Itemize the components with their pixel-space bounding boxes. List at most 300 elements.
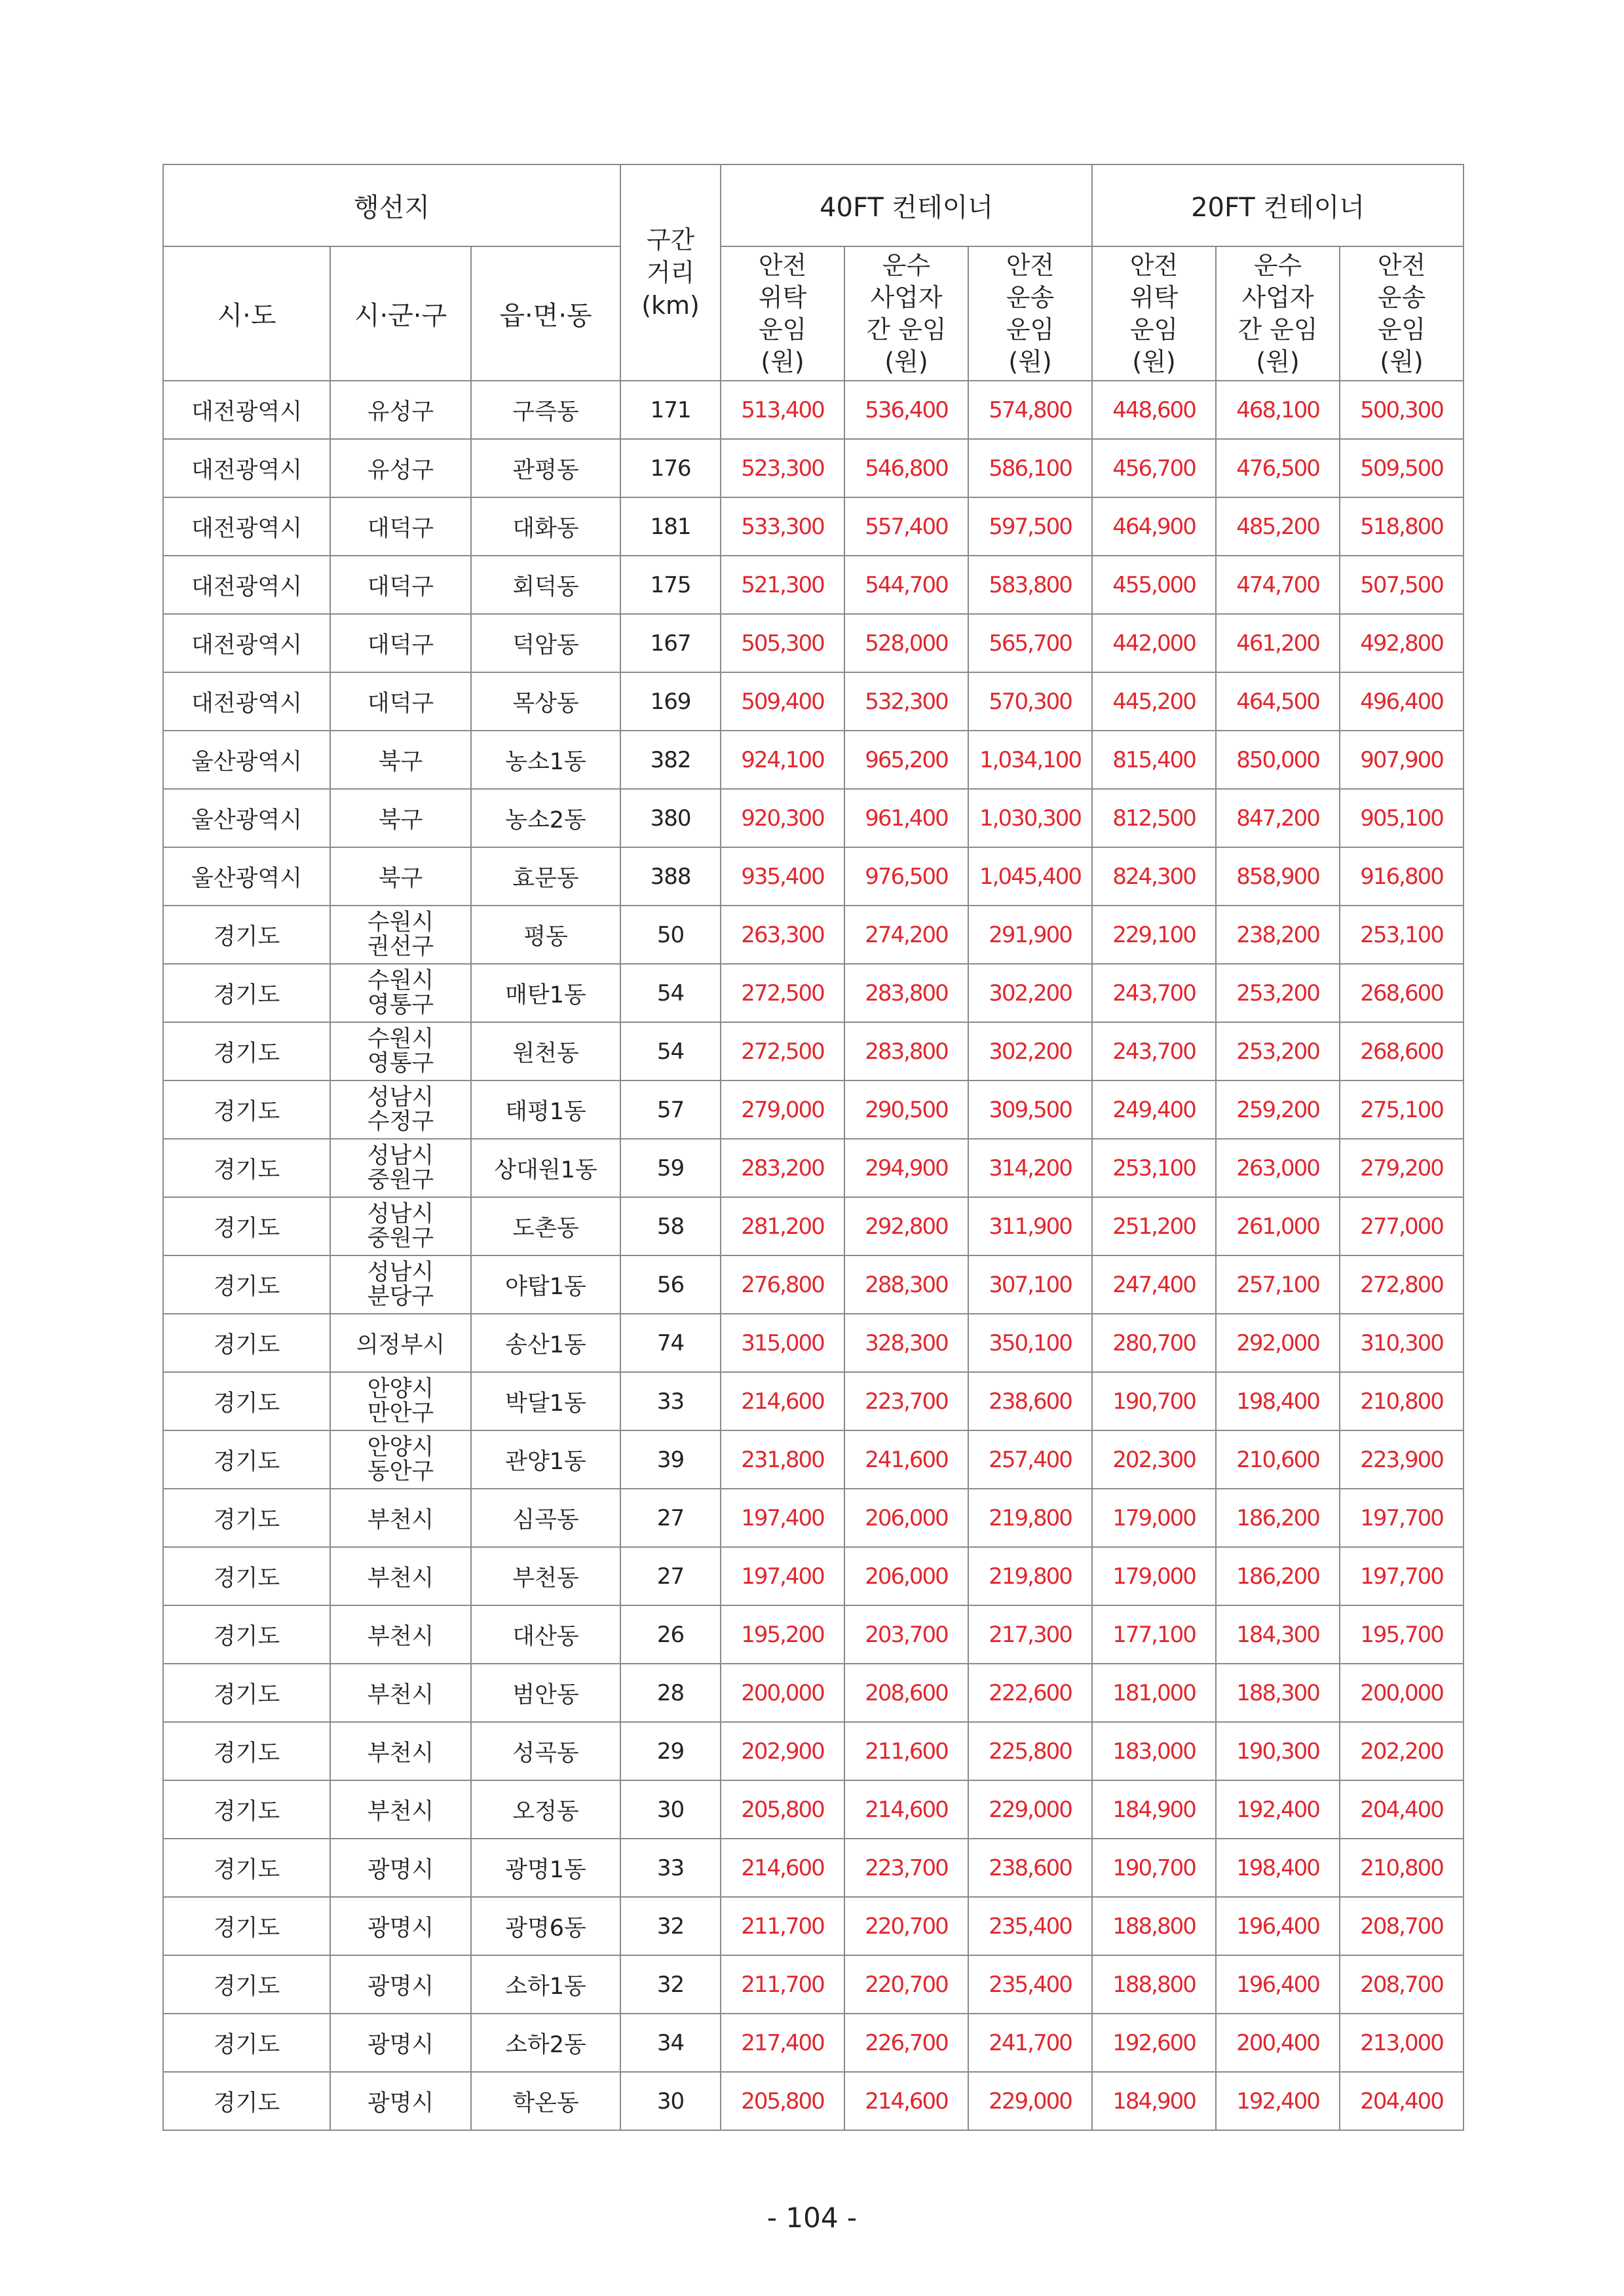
rate-cell: 190,700 [1092,1372,1216,1430]
rate-cell: 238,200 [1216,906,1340,964]
rate-cell: 213,000 [1340,2014,1463,2072]
sido-cell: 경기도 [163,1722,330,1780]
eupmyeondong-cell: 성곡동 [471,1722,620,1780]
rate-cell: 217,400 [721,2014,844,2072]
rate-cell: 214,600 [844,1780,968,1839]
distance-cell: 54 [620,1022,721,1081]
rate-column-header [968,246,1092,381]
rate-column-header-line: (원) [1380,347,1424,376]
rate-cell: 583,800 [968,556,1092,614]
rate-cell: 208,600 [844,1664,968,1722]
sigungu-line: 동안구 [367,1458,434,1485]
rate-cell: 181,000 [1092,1664,1216,1722]
rate-cell: 196,400 [1216,1897,1340,1955]
sigungu-line: 부천시 [367,1623,434,1650]
rate-cell: 309,500 [968,1081,1092,1139]
rate-cell: 461,200 [1216,614,1340,672]
rate-column-header-line: (원) [761,347,804,376]
sigungu-cell [330,381,471,439]
rate-cell: 533,300 [721,497,844,556]
sigungu-cell [330,1489,471,1547]
distance-cell: 29 [620,1722,721,1780]
table-row [163,1547,1463,1605]
rate-cell: 214,600 [721,1839,844,1897]
freight-rate-table [162,164,1464,2131]
table-row [163,847,1463,906]
eupmyeondong-cell: 광명6동 [471,1897,620,1955]
rate-column-header [1216,246,1340,381]
sigungu-cell [330,731,471,789]
rate-cell: 279,000 [721,1081,844,1139]
rate-cell: 253,200 [1216,964,1340,1022]
distance-cell: 28 [620,1664,721,1722]
rate-cell: 445,200 [1092,672,1216,731]
sigungu-line: 광명시 [367,1973,434,2000]
rate-cell: 505,300 [721,614,844,672]
rate-cell: 521,300 [721,556,844,614]
table-row [163,1197,1463,1255]
rate-cell: 500,300 [1340,381,1463,439]
eupmyeondong-cell: 원천동 [471,1022,620,1081]
sido-cell: 경기도 [163,2014,330,2072]
rate-cell: 197,700 [1340,1489,1463,1547]
rate-cell: 195,200 [721,1605,844,1664]
rate-cell: 474,700 [1216,556,1340,614]
rate-cell: 241,700 [968,2014,1092,2072]
rate-cell: 965,200 [844,731,968,789]
rate-cell: 281,200 [721,1197,844,1255]
rate-cell: 188,300 [1216,1664,1340,1722]
sigungu-line: 분당구 [367,1283,434,1310]
table-row [163,2072,1463,2130]
rate-cell: 290,500 [844,1081,968,1139]
sigungu-cell [330,497,471,556]
sigungu-line: 수원시 [367,1025,434,1052]
rate-cell: 205,800 [721,1780,844,1839]
rate-cell: 496,400 [1340,672,1463,731]
table-row [163,1489,1463,1547]
rate-cell: 812,500 [1092,789,1216,847]
rate-column-header-line: 운송 [1377,282,1426,312]
sido-cell: 경기도 [163,1372,330,1430]
rate-column-header-line: 안전 [1129,250,1179,280]
rate-column-header-line: 안전 [1006,250,1055,280]
distance-header-line: (km) [641,291,700,320]
rate-column-header-line: 안전 [758,250,807,280]
distance-cell: 181 [620,497,721,556]
rate-cell: 184,900 [1092,1780,1216,1839]
sigungu-header: 시·군·구 [330,246,471,381]
sido-header: 시·도 [163,246,330,381]
rate-cell: 204,400 [1340,1780,1463,1839]
rate-cell: 815,400 [1092,731,1216,789]
rate-column-header-line: 운임 [1006,315,1055,344]
rate-cell: 468,100 [1216,381,1340,439]
table-row [163,1314,1463,1372]
distance-cell: 74 [620,1314,721,1372]
table-header [163,164,1463,381]
sigungu-cell [330,1722,471,1780]
sigungu-line: 부천시 [367,1565,434,1592]
eupmyeondong-cell: 평동 [471,906,620,964]
distance-cell: 34 [620,2014,721,2072]
rate-cell: 223,700 [844,1372,968,1430]
eupmyeondong-cell: 대화동 [471,497,620,556]
sido-cell: 대전광역시 [163,672,330,731]
rate-cell: 206,000 [844,1547,968,1605]
rate-cell: 268,600 [1340,1022,1463,1081]
rate-column-header-line: 위탁 [1129,282,1179,312]
rate-cell: 219,800 [968,1489,1092,1547]
distance-header-line: 구간 [646,225,695,254]
sido-cell: 대전광역시 [163,439,330,497]
table-row [163,906,1463,964]
table-row [163,556,1463,614]
eupmyeondong-cell: 목상동 [471,672,620,731]
rate-cell: 976,500 [844,847,968,906]
rate-cell: 272,500 [721,964,844,1022]
eupmyeondong-cell: 덕암동 [471,614,620,672]
sigungu-line: 북구 [378,748,423,775]
sigungu-cell [330,1897,471,1955]
rate-cell: 243,700 [1092,964,1216,1022]
sigungu-cell [330,847,471,906]
rate-cell: 208,700 [1340,1955,1463,2014]
rate-cell: 310,300 [1340,1314,1463,1372]
table-row [163,1780,1463,1839]
rate-cell: 288,300 [844,1255,968,1314]
rate-cell: 192,400 [1216,1780,1340,1839]
distance-header [620,164,721,381]
sigungu-line: 광명시 [367,1856,434,1883]
rate-cell: 261,000 [1216,1197,1340,1255]
rate-cell: 210,800 [1340,1372,1463,1430]
table-row [163,614,1463,672]
rate-cell: 238,600 [968,1839,1092,1897]
sigungu-line: 의정부시 [356,1331,445,1358]
rate-cell: 219,800 [968,1547,1092,1605]
rate-cell: 283,800 [844,1022,968,1081]
rate-cell: 200,000 [721,1664,844,1722]
table-row [163,672,1463,731]
distance-cell: 32 [620,1955,721,2014]
sigungu-cell [330,614,471,672]
rate-column-header-line: 사업자 [870,282,943,312]
rate-cell: 211,600 [844,1722,968,1780]
rate-cell: 850,000 [1216,731,1340,789]
table-row [163,1372,1463,1430]
rate-cell: 200,400 [1216,2014,1340,2072]
rate-cell: 528,000 [844,614,968,672]
rate-cell: 179,000 [1092,1547,1216,1605]
rate-cell: 192,400 [1216,2072,1340,2130]
eupmyeondong-cell: 오정동 [471,1780,620,1839]
distance-cell: 30 [620,2072,721,2130]
rate-cell: 229,100 [1092,906,1216,964]
sigungu-line: 부천시 [367,1681,434,1708]
rate-cell: 241,600 [844,1430,968,1489]
rate-column-header-line: 위탁 [758,282,807,312]
destination-header: 행선지 [163,164,620,246]
rate-cell: 198,400 [1216,1372,1340,1430]
rate-cell: 597,500 [968,497,1092,556]
eupmyeondong-cell: 농소1동 [471,731,620,789]
rate-cell: 197,700 [1340,1547,1463,1605]
eupmyeondong-cell: 부천동 [471,1547,620,1605]
sigungu-cell [330,1372,471,1430]
rate-cell: 858,900 [1216,847,1340,906]
rate-cell: 315,000 [721,1314,844,1372]
rate-cell: 847,200 [1216,789,1340,847]
rate-cell: 455,000 [1092,556,1216,614]
distance-cell: 33 [620,1372,721,1430]
rate-cell: 302,200 [968,1022,1092,1081]
rate-cell: 574,800 [968,381,1092,439]
distance-cell: 33 [620,1839,721,1897]
rate-cell: 195,700 [1340,1605,1463,1664]
rate-cell: 200,000 [1340,1664,1463,1722]
rate-cell: 220,700 [844,1897,968,1955]
rate-cell: 253,100 [1340,906,1463,964]
rate-cell: 274,200 [844,906,968,964]
sigungu-cell [330,1139,471,1197]
sido-cell: 경기도 [163,1314,330,1372]
sido-cell: 경기도 [163,1605,330,1664]
rate-cell: 586,100 [968,439,1092,497]
table-body [163,381,1463,2130]
rate-cell: 183,000 [1092,1722,1216,1780]
rate-cell: 268,600 [1340,964,1463,1022]
distance-cell: 39 [620,1430,721,1489]
sigungu-cell [330,1022,471,1081]
rate-cell: 292,000 [1216,1314,1340,1372]
distance-cell: 176 [620,439,721,497]
sigungu-line: 부천시 [367,1798,434,1825]
rate-cell: 197,400 [721,1547,844,1605]
rate-cell: 509,500 [1340,439,1463,497]
distance-cell: 30 [620,1780,721,1839]
eupmyeondong-cell: 상대원1동 [471,1139,620,1197]
sigungu-line: 북구 [378,865,423,892]
table-row [163,1430,1463,1489]
rate-column-header-line: (원) [1256,347,1300,376]
rate-cell: 235,400 [968,1897,1092,1955]
ft20-header: 20FT 컨테이너 [1092,164,1463,246]
table-row [163,1839,1463,1897]
rate-cell: 448,600 [1092,381,1216,439]
rate-cell: 210,600 [1216,1430,1340,1489]
rate-cell: 263,300 [721,906,844,964]
rate-cell: 257,400 [968,1430,1092,1489]
rate-cell: 565,700 [968,614,1092,672]
distance-cell: 56 [620,1255,721,1314]
rate-cell: 210,800 [1340,1839,1463,1897]
rate-column-header-line: (원) [1132,347,1176,376]
rate-cell: 208,700 [1340,1897,1463,1955]
sigungu-cell [330,2014,471,2072]
rate-cell: 1,030,300 [968,789,1092,847]
rate-column-header-line: 간 운임 [1237,315,1318,344]
rate-cell: 263,000 [1216,1139,1340,1197]
rate-column-header-line: 간 운임 [866,315,947,344]
rate-cell: 509,400 [721,672,844,731]
sido-cell: 경기도 [163,1547,330,1605]
table-row [163,1722,1463,1780]
sigungu-cell [330,964,471,1022]
distance-cell: 167 [620,614,721,672]
page-number: - 104 - [766,2202,858,2234]
rate-cell: 916,800 [1340,847,1463,906]
rate-cell: 184,300 [1216,1605,1340,1664]
sigungu-line: 성남시 [367,1259,434,1286]
sigungu-cell [330,906,471,964]
sido-cell: 대전광역시 [163,556,330,614]
sigungu-line: 유성구 [367,398,434,425]
rate-cell: 485,200 [1216,497,1340,556]
table-row [163,1022,1463,1081]
sigungu-cell [330,1314,471,1372]
rate-cell: 476,500 [1216,439,1340,497]
rate-cell: 205,800 [721,2072,844,2130]
distance-cell: 50 [620,906,721,964]
rate-cell: 464,500 [1216,672,1340,731]
sido-cell: 경기도 [163,1255,330,1314]
rate-cell: 211,700 [721,1955,844,2014]
sido-cell: 대전광역시 [163,614,330,672]
eupmyeondong-cell: 태평1동 [471,1081,620,1139]
sido-cell: 경기도 [163,1664,330,1722]
rate-cell: 291,900 [968,906,1092,964]
rate-cell: 272,500 [721,1022,844,1081]
sido-cell: 경기도 [163,1081,330,1139]
table-row [163,1955,1463,2014]
rate-cell: 192,600 [1092,2014,1216,2072]
table-row [163,1255,1463,1314]
sido-cell: 경기도 [163,1139,330,1197]
rate-cell: 523,300 [721,439,844,497]
sigungu-line: 광명시 [367,1915,434,1942]
rate-cell: 557,400 [844,497,968,556]
rate-cell: 203,700 [844,1605,968,1664]
eupmyeondong-cell: 대산동 [471,1605,620,1664]
table-row [163,964,1463,1022]
sigungu-cell [330,1780,471,1839]
rate-cell: 197,400 [721,1489,844,1547]
sigungu-line: 수원시 [367,909,434,936]
distance-cell: 175 [620,556,721,614]
sigungu-line: 대덕구 [367,573,434,600]
rate-column-header [721,246,844,381]
sigungu-line: 성남시 [367,1200,434,1227]
rate-cell: 311,900 [968,1197,1092,1255]
sigungu-cell [330,1839,471,1897]
distance-cell: 26 [620,1605,721,1664]
rate-cell: 513,400 [721,381,844,439]
sido-cell: 대전광역시 [163,497,330,556]
rate-cell: 907,900 [1340,731,1463,789]
rate-cell: 924,100 [721,731,844,789]
rate-cell: 229,000 [968,1780,1092,1839]
rate-cell: 507,500 [1340,556,1463,614]
rate-cell: 235,400 [968,1955,1092,2014]
eupmyeondong-cell: 관평동 [471,439,620,497]
sigungu-line: 북구 [378,807,423,833]
rate-column-header-line: (원) [884,347,928,376]
rate-column-header [844,246,968,381]
rate-cell: 225,800 [968,1722,1092,1780]
sigungu-line: 수정구 [367,1108,434,1135]
rate-cell: 536,400 [844,381,968,439]
rate-cell: 277,000 [1340,1197,1463,1255]
distance-cell: 59 [620,1139,721,1197]
sigungu-line: 중원구 [367,1166,434,1193]
rate-cell: 283,800 [844,964,968,1022]
sigungu-cell [330,2072,471,2130]
rate-column-header [1340,246,1463,381]
rate-column-header-line: 운임 [1377,315,1426,344]
sido-cell: 울산광역시 [163,847,330,906]
sido-cell: 대전광역시 [163,381,330,439]
sigungu-line: 영통구 [367,1050,434,1077]
distance-cell: 32 [620,1897,721,1955]
eupmyeondong-cell: 심곡동 [471,1489,620,1547]
sigungu-cell [330,1664,471,1722]
rate-column-header-line: 운수 [1253,250,1302,280]
rate-cell: 211,700 [721,1897,844,1955]
rate-cell: 259,200 [1216,1081,1340,1139]
rate-cell: 231,800 [721,1430,844,1489]
rate-cell: 202,200 [1340,1722,1463,1780]
sido-cell: 경기도 [163,1430,330,1489]
rate-cell: 177,100 [1092,1605,1216,1664]
rate-cell: 217,300 [968,1605,1092,1664]
rate-cell: 294,900 [844,1139,968,1197]
sigungu-line: 대덕구 [367,632,434,659]
rate-cell: 570,300 [968,672,1092,731]
rate-cell: 350,100 [968,1314,1092,1372]
distance-cell: 169 [620,672,721,731]
eupmyeondong-cell: 구즉동 [471,381,620,439]
rate-cell: 824,300 [1092,847,1216,906]
table-row [163,439,1463,497]
rate-cell: 202,300 [1092,1430,1216,1489]
distance-cell: 27 [620,1547,721,1605]
eupmyeondong-cell: 범안동 [471,1664,620,1722]
sigungu-line: 대덕구 [367,690,434,717]
sigungu-line: 부천시 [367,1506,434,1533]
eupmyeondong-cell: 매탄1동 [471,964,620,1022]
sigungu-line: 중원구 [367,1225,434,1252]
distance-cell: 27 [620,1489,721,1547]
sigungu-line: 영통구 [367,991,434,1018]
rate-cell: 229,000 [968,2072,1092,2130]
sigungu-line: 안양시 [367,1434,434,1461]
rate-cell: 1,034,100 [968,731,1092,789]
rate-cell: 275,100 [1340,1081,1463,1139]
rate-cell: 492,800 [1340,614,1463,672]
eupmyeondong-cell: 박달1동 [471,1372,620,1430]
rate-cell: 202,900 [721,1722,844,1780]
rate-cell: 314,200 [968,1139,1092,1197]
rate-cell: 198,400 [1216,1839,1340,1897]
rate-cell: 206,000 [844,1489,968,1547]
rate-cell: 204,400 [1340,2072,1463,2130]
rate-cell: 935,400 [721,847,844,906]
rate-column-header-line: (원) [1008,347,1052,376]
rate-cell: 247,400 [1092,1255,1216,1314]
rate-column-header-line: 사업자 [1241,282,1314,312]
rate-cell: 546,800 [844,439,968,497]
